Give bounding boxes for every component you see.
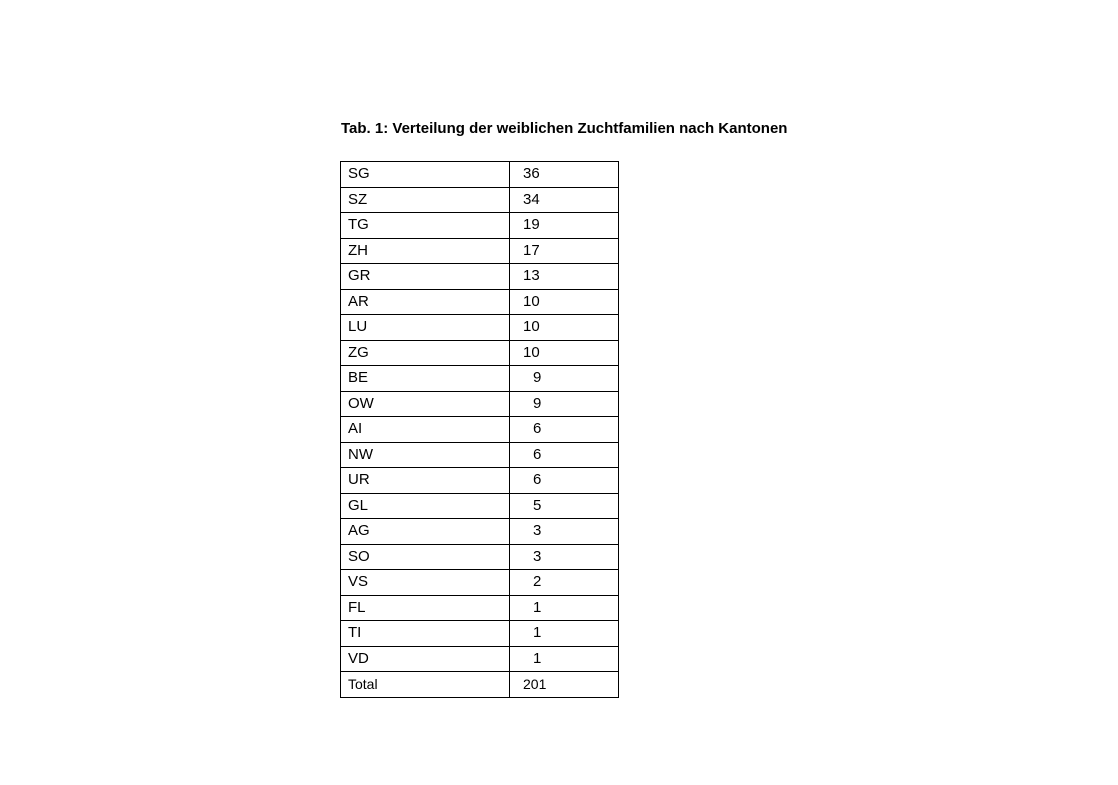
count-cell: 3 [510,544,619,570]
table-row [341,340,619,366]
table-row [341,187,619,213]
table-row [341,238,619,264]
table-row [341,289,619,315]
table-body [341,162,619,698]
table-row [341,468,619,494]
count-cell: 10 [510,340,619,366]
count-cell: 1 [510,595,619,621]
count-cell: 5 [510,493,619,519]
total-row [341,672,619,698]
canton-cell: NW [341,442,510,468]
canton-cell: AI [341,417,510,443]
count-cell: 10 [510,289,619,315]
total-count-cell: 201 [510,672,619,698]
canton-cell: UR [341,468,510,494]
table-row [341,162,619,188]
count-cell: 6 [510,468,619,494]
table-row [341,315,619,341]
table-caption: Tab. 1: Verteilung der weiblichen Zuchtfamilien nach Kantonen [341,120,788,137]
canton-cell: SZ [341,187,510,213]
canton-cell: OW [341,391,510,417]
count-cell: 6 [510,417,619,443]
table-row [341,570,619,596]
canton-cell: LU [341,315,510,341]
canton-cell: TI [341,621,510,647]
count-cell: 10 [510,315,619,341]
table-row [341,544,619,570]
canton-cell: FL [341,595,510,621]
table-row [341,595,619,621]
canton-cell: GR [341,264,510,290]
total-label-cell: Total [341,672,510,698]
canton-cell: AG [341,519,510,545]
canton-cell: BE [341,366,510,392]
count-cell: 17 [510,238,619,264]
canton-cell: SO [341,544,510,570]
count-cell: 3 [510,519,619,545]
count-cell: 9 [510,391,619,417]
table-row [341,366,619,392]
count-cell: 36 [510,162,619,188]
count-cell: 2 [510,570,619,596]
count-cell: 1 [510,646,619,672]
table-row [341,442,619,468]
canton-cell: SG [341,162,510,188]
canton-cell: AR [341,289,510,315]
canton-distribution-table [340,161,619,698]
canton-cell: VD [341,646,510,672]
canton-cell: TG [341,213,510,239]
table-row [341,621,619,647]
canton-cell: ZH [341,238,510,264]
count-cell: 13 [510,264,619,290]
table-row [341,417,619,443]
canton-cell: VS [341,570,510,596]
table-row [341,391,619,417]
count-cell: 1 [510,621,619,647]
count-cell: 6 [510,442,619,468]
table-row [341,264,619,290]
canton-cell: GL [341,493,510,519]
count-cell: 34 [510,187,619,213]
table-row [341,213,619,239]
table-row [341,646,619,672]
table-row [341,493,619,519]
count-cell: 9 [510,366,619,392]
table-row [341,519,619,545]
count-cell: 19 [510,213,619,239]
canton-cell: ZG [341,340,510,366]
